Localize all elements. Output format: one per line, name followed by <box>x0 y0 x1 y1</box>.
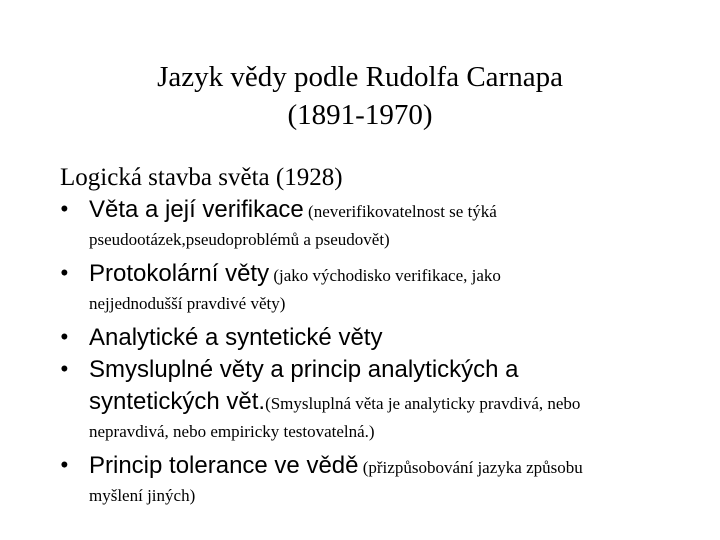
bullet-icon: • <box>60 452 69 479</box>
bullet-note: (jako východisko verifikace, jako <box>269 266 501 285</box>
bullet-main-line <box>89 450 700 484</box>
bullet-item-4 <box>60 354 700 444</box>
bullet-main-text: syntetických vět. <box>89 388 266 415</box>
bullet-main-line <box>89 194 700 228</box>
intro-line: Logická stavba světa (1928) <box>60 164 343 191</box>
bullet-item-3 <box>60 322 700 354</box>
bullet-main-line-2 <box>89 386 700 420</box>
bullet-icon: • <box>60 324 69 351</box>
bullet-icon: • <box>60 196 69 223</box>
bullet-icon: • <box>60 356 69 383</box>
slide-title <box>0 58 720 134</box>
bullet-main-line: Analytické a syntetické věty <box>89 324 383 351</box>
bullet-item-2 <box>60 258 700 316</box>
bullet-main-line: Smysluplné věty a princip analytických a <box>89 356 519 383</box>
bullet-main-text: Protokolární věty <box>89 260 270 287</box>
title-line-1: Jazyk vědy podle Rudolfa Carnapa <box>157 61 563 93</box>
bullet-main-text: Princip tolerance ve vědě <box>89 452 359 479</box>
slide-content <box>60 162 700 518</box>
bullet-note: (Smysluplná věta je analyticky pravdivá, nebo <box>265 394 581 413</box>
bullet-note: (neverifikovatelnost se týká <box>303 202 497 221</box>
bullet-note-continuation: myšlení jiných) <box>89 486 196 505</box>
bullet-note-continuation: nepravdivá, nebo empiricky testovatelná.) <box>89 422 375 441</box>
bullet-note-continuation: pseudootázek,pseudoproblémů a pseudovět) <box>89 230 390 249</box>
bullet-note-continuation: nejjednodušší pravdivé věty) <box>89 294 286 313</box>
bullet-main-text: Věta a její verifikace <box>89 196 304 223</box>
bullet-note: (přizpůsobování jazyka způsobu <box>358 458 583 477</box>
title-line-2: (1891-1970) <box>287 99 433 131</box>
bullet-icon: • <box>60 260 69 287</box>
bullet-main-line <box>89 258 700 292</box>
bullet-item-5 <box>60 450 700 508</box>
bullet-item-1 <box>60 194 700 252</box>
